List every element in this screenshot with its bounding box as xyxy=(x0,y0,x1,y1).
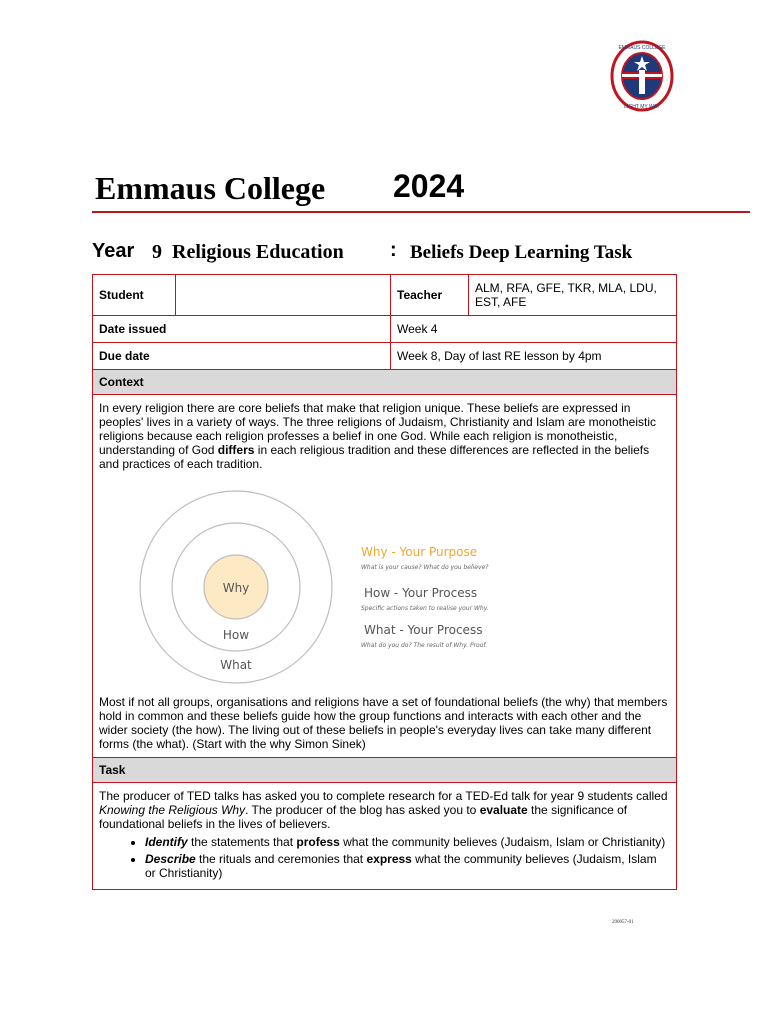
svg-text:EMMAUS COLLEGE: EMMAUS COLLEGE xyxy=(618,45,666,51)
task-details-table xyxy=(92,274,677,890)
college-name: Emmaus College xyxy=(95,170,326,206)
college-crest-logo xyxy=(610,40,674,112)
task-body xyxy=(93,783,677,890)
teacher-label: Teacher xyxy=(391,275,469,316)
what-circle-label: What xyxy=(220,658,252,672)
date-issued-value: Week 4 xyxy=(391,316,677,343)
what-subtext: What do you do? The result of Why. Proof. xyxy=(361,642,488,649)
how-subtext: Specific actions taken to realise your Why. xyxy=(361,605,489,612)
context-heading: Context xyxy=(93,370,677,395)
document-code: 290057-01 xyxy=(612,920,634,925)
why-circle-label: Why xyxy=(222,581,250,595)
task-bullet-identify: • Identify the statements that profess what the community believes (Judaism, Islam or Christianity) xyxy=(145,835,670,849)
year-label: Year xyxy=(92,240,135,262)
golden-circle-diagram xyxy=(121,479,561,687)
task-intro: The producer of TED talks has asked you to complete research for a TED-Ed talk for year 9 students called Knowing the Religious Why. The producer of the blog has asked you to evaluate the significance of foundational beliefs in the lives of believers. xyxy=(99,789,668,831)
student-label: Student xyxy=(93,275,176,316)
context-body xyxy=(93,395,677,758)
date-issued-label: Date issued xyxy=(93,316,391,343)
header-divider xyxy=(92,211,750,213)
context-paragraph-2: Most if not all groups, organisations and religions have a set of foundational beliefs (the why) that members hold in common and these beliefs guide how the group functions and interacts with each other and the wider society (the how). The living out of these beliefs in people's everyday lives can take many different forms (the what). (Start with the why Simon Sinek) xyxy=(99,695,668,751)
document-year: 2024 xyxy=(393,168,465,204)
subtitle-colon: : xyxy=(390,239,397,261)
task-bullet-describe: • Describe the rituals and ceremonies that express what the community believes (Judaism, Islam or Christianity) xyxy=(145,852,670,880)
task-heading: Task xyxy=(93,758,677,783)
subject-name: Religious Education xyxy=(172,241,344,263)
what-heading: What - Your Process xyxy=(364,623,483,637)
how-circle-label: How xyxy=(222,628,250,642)
why-subtext: What is your cause? What do you believe? xyxy=(361,564,489,571)
year-number: 9 xyxy=(152,241,162,263)
student-field[interactable] xyxy=(176,275,391,316)
due-date-value: Week 8, Day of last RE lesson by 4pm xyxy=(391,343,677,370)
task-bullet-list xyxy=(99,835,670,880)
svg-text:LIGHT MY WAY: LIGHT MY WAY xyxy=(624,104,660,110)
context-paragraph-1: In every religion there are core beliefs that make that religion unique. These beliefs are expressed in peoples' lives in a variety of ways. The three religions of Judaism, Christianity and Islam are monotheistic religions because each religion professes a belief in one God. While each religion is monotheistic, understanding of God differs in each religious tradition and these differences are reflected in the beliefs and practices of each tradition. xyxy=(99,401,656,471)
teacher-codes: ALM, RFA, GFE, TKR, MLA, LDU, EST, AFE xyxy=(469,275,677,316)
due-date-label: Due date xyxy=(93,343,391,370)
task-name: Beliefs Deep Learning Task xyxy=(410,242,633,263)
how-heading: How - Your Process xyxy=(364,586,478,600)
why-heading: Why - Your Purpose xyxy=(361,545,478,559)
